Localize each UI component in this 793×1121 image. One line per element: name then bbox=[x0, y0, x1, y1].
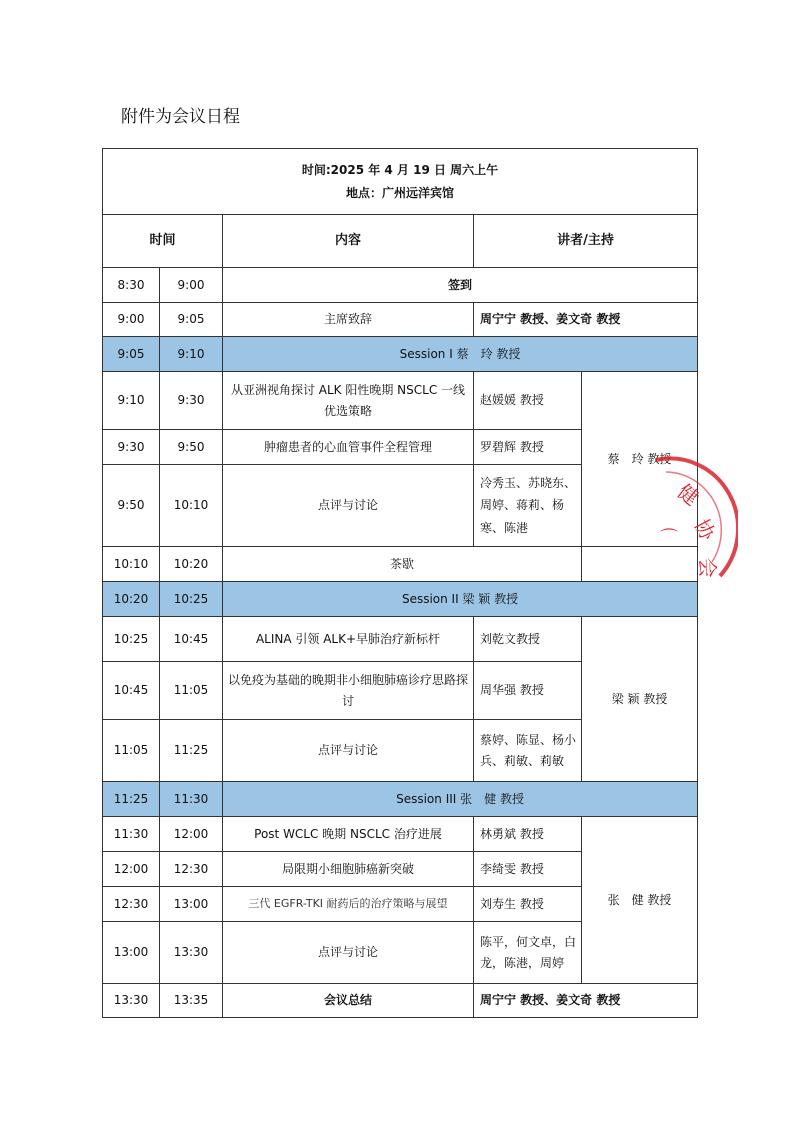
table-row bbox=[103, 817, 698, 852]
content-cell: 三代 EGFR-TKI 耐药后的治疗策略与展望 bbox=[223, 887, 474, 922]
col-header-time: 时间 bbox=[103, 215, 223, 268]
end-time: 9:05 bbox=[160, 303, 223, 337]
start-time: 10:25 bbox=[103, 617, 160, 662]
content-cell: 茶歇 bbox=[223, 547, 582, 582]
session-title: Session II 梁 颖 教授 bbox=[223, 582, 698, 617]
speaker-cell: 周宁宁 教授、姜文奇 教授 bbox=[474, 984, 698, 1018]
header-block bbox=[103, 149, 698, 215]
start-time: 11:05 bbox=[103, 720, 160, 782]
session-row bbox=[103, 582, 698, 617]
speaker-cell: 赵媛媛 教授 bbox=[474, 372, 582, 430]
content-cell: 肿瘤患者的心血管事件全程管理 bbox=[223, 430, 474, 465]
speaker-cell: 陈平，何文卓，白龙，陈港，周婷 bbox=[474, 922, 582, 984]
speaker-cell: 刘寿生 教授 bbox=[474, 887, 582, 922]
empty-cell bbox=[582, 547, 698, 582]
table-row bbox=[103, 617, 698, 662]
end-time: 12:00 bbox=[160, 817, 223, 852]
session-title: Session I 蔡 玲 教授 bbox=[223, 337, 698, 372]
seal-char-2: 协 bbox=[689, 515, 721, 545]
start-time: 9:00 bbox=[103, 303, 160, 337]
speaker-cell: 冷秀玉、苏晓东、周婷、蒋莉、杨寒、陈港 bbox=[474, 465, 582, 547]
end-time: 11:05 bbox=[160, 662, 223, 720]
content-cell: 局限期小细胞肺癌新突破 bbox=[223, 852, 474, 887]
end-time: 9:30 bbox=[160, 372, 223, 430]
col-header-speaker: 讲者/主持 bbox=[474, 215, 698, 268]
end-time: 10:45 bbox=[160, 617, 223, 662]
end-time: 13:30 bbox=[160, 922, 223, 984]
end-time: 9:10 bbox=[160, 337, 223, 372]
speaker-cell: 李绮雯 教授 bbox=[474, 852, 582, 887]
end-time: 10:10 bbox=[160, 465, 223, 547]
col-header-content: 内容 bbox=[223, 215, 474, 268]
speaker-cell: 林勇斌 教授 bbox=[474, 817, 582, 852]
session-row bbox=[103, 337, 698, 372]
start-time: 9:05 bbox=[103, 337, 160, 372]
host-cell: 张 健 教授 bbox=[582, 817, 698, 984]
speaker-cell: 周华强 教授 bbox=[474, 662, 582, 720]
start-time: 9:30 bbox=[103, 430, 160, 465]
start-time: 10:45 bbox=[103, 662, 160, 720]
start-time: 10:10 bbox=[103, 547, 160, 582]
content-cell: 点评与讨论 bbox=[223, 922, 474, 984]
content-cell: 以免疫为基础的晚期非小细胞肺癌诊疗思路探讨 bbox=[223, 662, 474, 720]
end-time: 13:35 bbox=[160, 984, 223, 1018]
start-time: 11:30 bbox=[103, 817, 160, 852]
start-time: 12:30 bbox=[103, 887, 160, 922]
start-time: 8:30 bbox=[103, 268, 160, 303]
end-time: 12:30 bbox=[160, 852, 223, 887]
content-cell: 从亚洲视角探讨 ALK 阳性晚期 NSCLC 一线优选策略 bbox=[223, 372, 474, 430]
page-title: 附件为会议日程 bbox=[121, 107, 240, 127]
table-row bbox=[103, 268, 698, 303]
speaker-cell: 刘乾文教授 bbox=[474, 617, 582, 662]
start-time: 9:50 bbox=[103, 465, 160, 547]
end-time: 10:25 bbox=[160, 582, 223, 617]
content-cell: 主席致辞 bbox=[223, 303, 474, 337]
content-cell: 会议总结 bbox=[223, 984, 474, 1018]
host-cell: 梁 颖 教授 bbox=[582, 617, 698, 782]
start-time: 12:00 bbox=[103, 852, 160, 887]
table-row bbox=[103, 372, 698, 430]
speaker-cell: 罗碧辉 教授 bbox=[474, 430, 582, 465]
header-time: 时间:2025 年 4 月 19 日 周六上午 bbox=[301, 162, 499, 177]
session-row bbox=[103, 782, 698, 817]
start-time: 13:30 bbox=[103, 984, 160, 1018]
end-time: 10:20 bbox=[160, 547, 223, 582]
start-time: 11:25 bbox=[103, 782, 160, 817]
table-row bbox=[103, 303, 698, 337]
end-time: 11:30 bbox=[160, 782, 223, 817]
content-cell: ALINA 引领 ALK+早肺治疗新标杆 bbox=[223, 617, 474, 662]
content-cell: 点评与讨论 bbox=[223, 465, 474, 547]
end-time: 9:50 bbox=[160, 430, 223, 465]
header-place: 地点：广州远洋宾馆 bbox=[346, 185, 455, 200]
seal-char-3: 会 bbox=[695, 557, 720, 579]
start-time: 9:10 bbox=[103, 372, 160, 430]
column-header-row bbox=[103, 215, 698, 268]
end-time: 9:00 bbox=[160, 268, 223, 303]
speaker-cell: 周宁宁 教授、姜文奇 教授 bbox=[474, 303, 698, 337]
speaker-cell: 蔡婷、陈显、杨小兵、莉敏、莉敏 bbox=[474, 720, 582, 782]
start-time: 13:00 bbox=[103, 922, 160, 984]
content-cell: 签到 bbox=[223, 268, 698, 303]
end-time: 13:00 bbox=[160, 887, 223, 922]
table-row bbox=[103, 547, 698, 582]
table-row bbox=[103, 984, 698, 1018]
end-time: 11:25 bbox=[160, 720, 223, 782]
session-title: Session III 张 健 教授 bbox=[223, 782, 698, 817]
content-cell: Post WCLC 晚期 NSCLC 治疗进展 bbox=[223, 817, 474, 852]
schedule-table bbox=[102, 148, 698, 1018]
host-cell: 蔡 玲 教授 bbox=[582, 372, 698, 547]
content-cell: 点评与讨论 bbox=[223, 720, 474, 782]
seal-mark: ⌒ bbox=[660, 528, 678, 549]
start-time: 10:20 bbox=[103, 582, 160, 617]
seal-char-1: 健 bbox=[672, 479, 704, 511]
